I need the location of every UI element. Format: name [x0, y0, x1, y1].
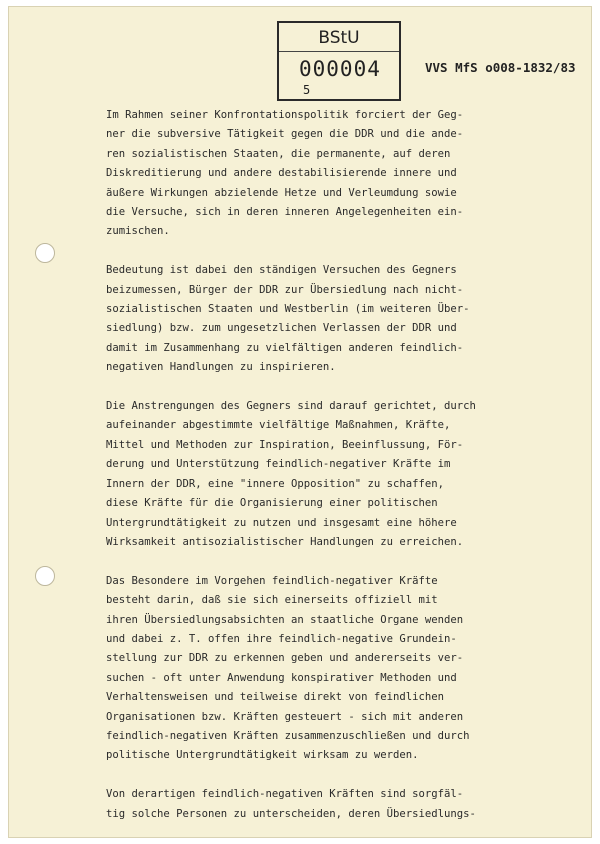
archive-stamp: [277, 21, 401, 101]
text-line: ner die subversive Tätigkeit gegen die DDR und die ande-: [106, 128, 464, 141]
text-line: aufeinander abgestimmte vielfältige Maßnahmen, Kräfte,: [106, 419, 451, 432]
stamp-sub-number: 5: [303, 83, 311, 97]
text-line: Das Besondere im Vorgehen feindlich-negativer Kräfte: [106, 574, 438, 587]
text-line: ren sozialistischen Staaten, die permanente, auf deren: [106, 147, 451, 160]
text-line: politische Untergrundtätigkeit wirksam zu werden.: [106, 749, 419, 762]
paragraph: [106, 261, 546, 377]
text-line: Von derartigen feindlich-negativen Kräften sind sorgfäl-: [106, 788, 464, 801]
text-line: die Versuche, sich in deren inneren Angelegenheiten ein-: [106, 206, 464, 219]
text-line: tig solche Personen zu unterscheiden, deren Übersiedlungs-: [106, 807, 476, 820]
text-line: beizumessen, Bürger der DDR zur Übersiedlung nach nicht-: [106, 283, 464, 296]
text-line: Im Rahmen seiner Konfrontationspolitik forciert der Geg-: [106, 109, 464, 121]
text-line: ihren Übersiedlungsabsichten an staatliche Organe wenden: [106, 613, 464, 626]
paragraph: [106, 785, 546, 824]
text-line: äußere Wirkungen abzielende Hetze und Verleumdung sowie: [106, 186, 457, 199]
paragraph: [106, 572, 546, 766]
text-line: stellung zur DDR zu erkennen geben und andererseits ver-: [106, 652, 464, 665]
text-line: sozialistischen Staaten und Westberlin (im weiteren Über-: [106, 303, 470, 316]
text-line: suchen - oft unter Anwendung konspirativer Methoden und: [106, 671, 457, 684]
text-line: Verhaltensweisen und teilweise direkt von feindlichen: [106, 691, 445, 704]
classification-reference: VVS MfS o008-1832/83: [425, 60, 576, 75]
text-line: diese Kräfte für die Organisierung einer politischen: [106, 497, 438, 510]
text-line: damit im Zusammenhang zu vielfältigen anderen feindlich-: [106, 341, 464, 354]
text-line: besteht darin, daß sie sich einerseits offiziell mit: [106, 594, 438, 607]
text-line: siedlung) bzw. zum ungesetzlichen Verlassen der DDR und: [106, 322, 457, 335]
text-line: Diskreditierung und andere destabilisierende innere und: [106, 167, 457, 180]
stamp-org: BStU: [279, 25, 399, 52]
paragraph: [106, 106, 546, 242]
text-line: zumischen.: [106, 225, 170, 238]
text-line: Bedeutung ist dabei den ständigen Versuchen des Gegners: [106, 264, 457, 277]
paragraph: [106, 397, 546, 552]
text-line: und dabei z. T. offen ihre feindlich-negative Grundein-: [106, 632, 457, 645]
document-body: [106, 106, 546, 843]
punch-hole-bottom: [35, 566, 55, 586]
text-line: derung und Unterstützung feindlich-negativer Kräfte im: [106, 458, 451, 471]
text-line: feindlich-negativen Kräften zusammenzuschließen und durch: [106, 729, 470, 742]
text-line: Innern der DDR, eine "innere Opposition" zu schaffen,: [106, 477, 445, 490]
text-line: Untergrundtätigkeit zu nutzen und insgesamt eine höhere: [106, 516, 457, 529]
text-line: Die Anstrengungen des Gegners sind darauf gerichtet, durch: [106, 400, 476, 413]
text-line: Mittel und Methoden zur Inspiration, Beeinflussung, För-: [106, 438, 464, 451]
text-line: Wirksamkeit antisozialistischer Handlungen zu erreichen.: [106, 535, 464, 548]
text-line: Organisationen bzw. Kräften gesteuert - sich mit anderen: [106, 710, 464, 723]
stamp-number: 000004: [299, 57, 381, 81]
text-line: negativen Handlungen zu inspirieren.: [106, 361, 336, 374]
punch-hole-top: [35, 243, 55, 263]
